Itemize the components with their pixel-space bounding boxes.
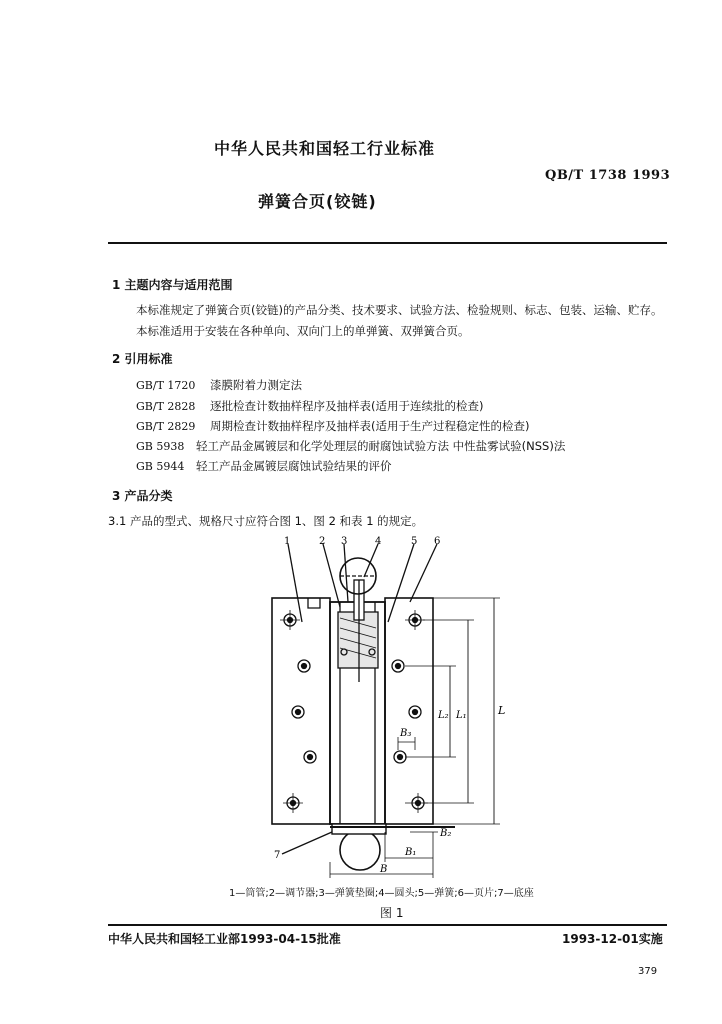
- reference-item: [136, 458, 392, 474]
- reference-title: 逐批检查计数抽样程序及抽样表(适用于连续批的检查): [210, 399, 484, 413]
- reference-item: [136, 418, 529, 434]
- dim-label-L: L: [498, 704, 506, 717]
- implementation-date: 1993-12-01实施: [562, 932, 663, 946]
- section-3-1-text: 3.1 产品的型式、规格尺寸应符合图 1、图 2 和表 1 的规定。: [108, 514, 424, 528]
- header-rule: [108, 242, 667, 244]
- section-1-heading: 1 主题内容与适用范围: [112, 278, 233, 292]
- reference-title: 周期检查计数抽样程序及抽样表(适用于生产过程稳定性的检查): [210, 419, 530, 433]
- page-number: 379: [638, 966, 658, 977]
- reference-title: 轻工产品金属镀层和化学处理层的耐腐蚀试验方法 中性盐雾试验(NSS)法: [196, 439, 566, 453]
- part-label-5: 5: [411, 536, 418, 547]
- reference-title: 漆膜附着力测定法: [210, 378, 302, 392]
- section-3-heading: 3 产品分类: [112, 489, 173, 503]
- section-2-heading: 2 引用标准: [112, 352, 173, 366]
- dim-label-B1: B₁: [405, 847, 417, 858]
- part-label-1: 1: [284, 536, 291, 547]
- part-label-4: 4: [375, 536, 382, 547]
- dim-label-L1: L₁: [456, 710, 467, 721]
- reference-item: [136, 398, 483, 414]
- dim-label-L2: L₂: [438, 710, 449, 721]
- reference-code: GB/T 1720: [136, 379, 196, 392]
- dim-label-B: B: [380, 864, 388, 875]
- part-label-6: 6: [434, 536, 441, 547]
- reference-item: [136, 438, 565, 454]
- reference-code: GB/T 2829: [136, 420, 196, 433]
- reference-code: GB/T 2828: [136, 400, 196, 413]
- reference-code: GB 5944: [136, 460, 185, 473]
- part-label-7: 7: [274, 850, 281, 861]
- approval-date: 中华人民共和国轻工业部1993-04-15批准: [108, 932, 341, 946]
- document-title: 弹簧合页(铰链): [258, 192, 377, 211]
- dim-label-B3: B₃: [400, 728, 412, 739]
- section-1-paragraph-2: 本标准适用于安装在各种单向、双向门上的单弹簧、双弹簧合页。: [136, 324, 470, 338]
- hinge-figure: [260, 532, 530, 882]
- reference-item: [136, 377, 302, 393]
- figure-caption: 1—筒管;2—调节器;3—弹簧垫圈;4—圆头;5—弹簧;6—页片;7—底座: [229, 888, 534, 899]
- figure-number: 图 1: [380, 906, 404, 920]
- standard-organization: 中华人民共和国轻工行业标准: [214, 139, 436, 158]
- part-label-3: 3: [341, 536, 348, 547]
- footer-rule: [108, 924, 667, 926]
- part-label-2: 2: [319, 536, 326, 547]
- section-1-paragraph-1: 本标准规定了弹簧合页(铰链)的产品分类、技术要求、试验方法、检验规则、标志、包装、运输、贮存。: [136, 303, 663, 317]
- reference-title: 轻工产品金属镀层腐蚀试验结果的评价: [196, 459, 392, 473]
- standard-code: QB/T 1738 1993: [545, 168, 671, 183]
- dim-label-B2: B₂: [440, 828, 452, 839]
- reference-code: GB 5938: [136, 440, 185, 453]
